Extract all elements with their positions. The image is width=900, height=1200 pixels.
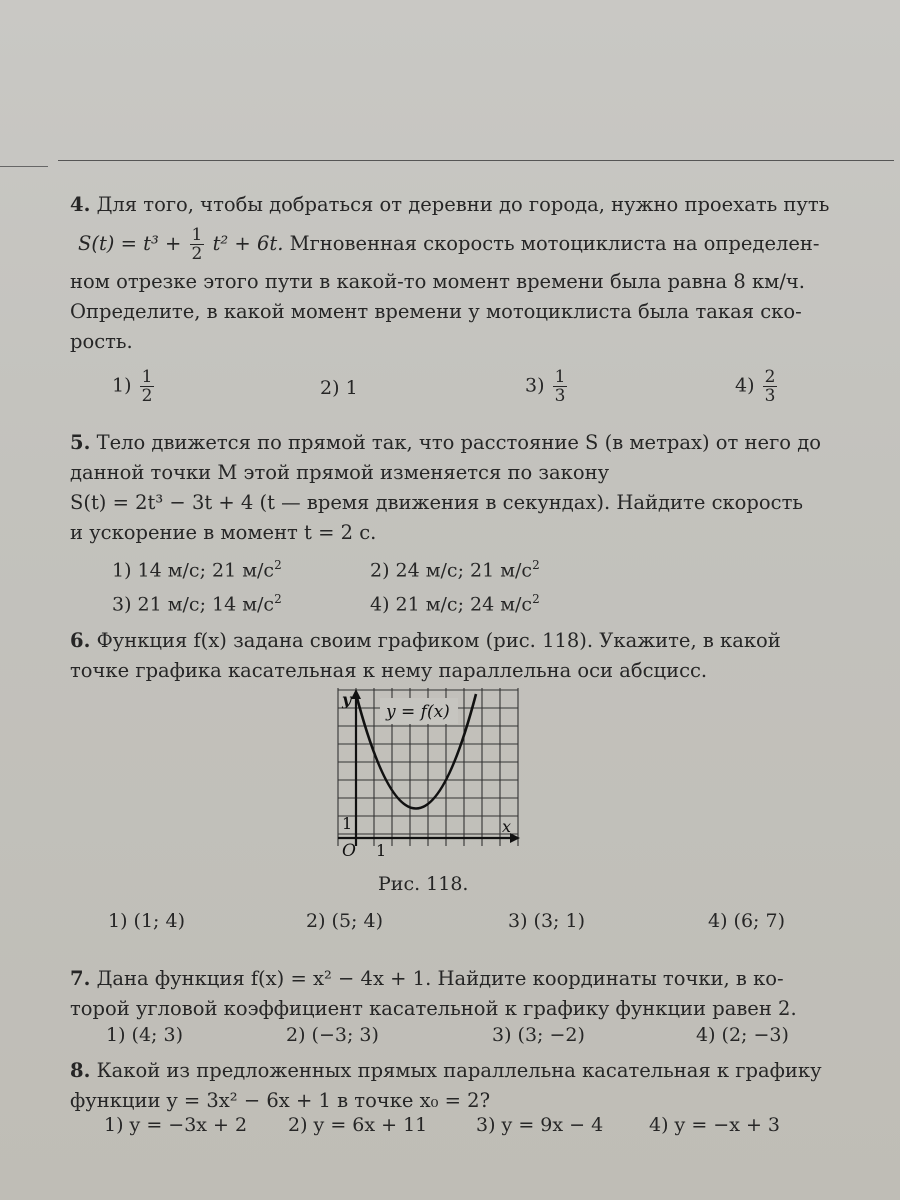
q5-option-3[interactable] xyxy=(112,592,282,615)
q5-option-1[interactable] xyxy=(112,558,282,581)
q8-line1-text: Какой из предложенных прямых параллельна касательная к графику xyxy=(96,1059,822,1082)
q4-option-3[interactable] xyxy=(525,368,569,405)
q5-line3: S(t) = 2t³ − 3t + 4 (t — время движения в секундах). Найдите скорость xyxy=(70,491,803,514)
q4-line3: ном отрезке этого пути в какой-то момент времени была равна 8 км/ч. xyxy=(70,270,806,293)
q4-line4: Определите, в какой момент времени у мотоциклиста была такая ско- xyxy=(70,300,802,323)
option-label: 3) xyxy=(525,374,545,397)
option-fraction xyxy=(763,368,778,405)
q8-option-2[interactable]: 2) y = 6x + 11 xyxy=(288,1114,428,1136)
q7-option-2[interactable]: 2) (−3; 3) xyxy=(286,1024,379,1046)
q4-line1 xyxy=(70,190,875,220)
curve-label: y = f(x) xyxy=(386,702,450,722)
q4-line1-text: Для того, чтобы добраться от деревни до города, нужно проехать путь xyxy=(96,193,830,216)
q5-number: 5. xyxy=(70,431,91,454)
frac-denominator: 2 xyxy=(191,244,203,264)
q5-line2: данной точки M этой прямой изменяется по закону xyxy=(70,461,610,484)
x-tick-label: 1 xyxy=(376,841,387,860)
frac-numerator: 1 xyxy=(191,225,203,245)
q4-formula-line xyxy=(78,226,875,263)
q6-option-2[interactable]: 2) (5; 4) xyxy=(306,910,383,932)
q7-line1-text: Дана функция f(x) = x² − 4x + 1. Найдите координаты точки, в ко- xyxy=(96,967,784,990)
option-label: 4) 21 м/с; 24 м/с xyxy=(370,593,533,616)
option-label: 4) xyxy=(735,374,755,397)
option-label: 1) 14 м/с; 21 м/с xyxy=(112,559,275,582)
q6-line1 xyxy=(70,626,875,656)
question-5 xyxy=(70,428,875,548)
q8-line1 xyxy=(70,1056,880,1086)
option-sup: 2 xyxy=(274,558,282,572)
option-sup: 2 xyxy=(532,592,540,606)
q7-number: 7. xyxy=(70,967,91,990)
frac-numerator: 2 xyxy=(764,367,776,387)
q4-line2-text: Мгновенная скорость мотоциклиста на определен- xyxy=(289,232,820,255)
q7-option-1[interactable]: 1) (4; 3) xyxy=(106,1024,183,1046)
q6-option-4[interactable]: 4) (6; 7) xyxy=(708,910,785,932)
option-fraction xyxy=(140,368,155,405)
q6-line2: точке графика касательная к нему параллельна оси абсцисс. xyxy=(70,659,708,682)
option-sup: 2 xyxy=(532,558,540,572)
q5-option-2[interactable] xyxy=(370,558,540,581)
q8-option-4[interactable]: 4) y = −x + 3 xyxy=(649,1114,780,1136)
q7-line1 xyxy=(70,964,880,994)
q7-line2: торой угловой коэффициент касательной к графику функции равен 2. xyxy=(70,997,797,1020)
option-label: 2) 24 м/с; 21 м/с xyxy=(370,559,533,582)
option-value: 1 xyxy=(345,377,358,399)
y-tick-label: 1 xyxy=(342,814,353,833)
q4-option-4[interactable] xyxy=(735,368,779,405)
frac-numerator: 1 xyxy=(141,367,153,387)
option-label: 3) 21 м/с; 14 м/с xyxy=(112,593,275,616)
q8-option-1[interactable]: 1) y = −3x + 2 xyxy=(104,1114,248,1136)
top-rule xyxy=(58,160,894,161)
q4-formula-rest: t² + 6t. xyxy=(212,232,284,255)
question-6 xyxy=(70,626,875,686)
q6-option-1[interactable]: 1) (1; 4) xyxy=(108,910,185,932)
frac-denominator: 2 xyxy=(141,386,153,406)
option-label: 1) xyxy=(112,374,132,397)
x-axis-label: x xyxy=(502,817,512,836)
q5-line1-text: Тело движется по прямой так, что расстояние S (в метрах) от него до xyxy=(96,431,821,454)
option-label: 2) xyxy=(320,377,340,399)
q4-formula-lhs: S(t) = t³ + xyxy=(78,232,182,255)
frac-denominator: 3 xyxy=(764,386,776,406)
function-graph xyxy=(330,688,520,863)
question-7 xyxy=(70,964,880,1024)
q5-option-4[interactable] xyxy=(370,592,540,615)
question-8 xyxy=(70,1056,880,1116)
y-axis-label: y xyxy=(342,690,352,709)
option-sup: 2 xyxy=(274,592,282,606)
q5-line4: и ускорение в момент t = 2 с. xyxy=(70,521,377,544)
q6-line1-text: Функция f(x) задана своим графиком (рис. 118). Укажите, в какой xyxy=(96,629,781,652)
q8-line2: функции y = 3x² − 6x + 1 в точке x₀ = 2? xyxy=(70,1089,491,1112)
q8-option-3[interactable]: 3) y = 9x − 4 xyxy=(476,1114,604,1136)
q4-number: 4. xyxy=(70,193,91,216)
figure-caption: Рис. 118. xyxy=(378,873,469,895)
q4-option-1[interactable] xyxy=(112,368,156,405)
frac-denominator: 3 xyxy=(554,386,566,406)
question-4 xyxy=(70,190,875,357)
option-fraction xyxy=(553,368,568,405)
q7-option-3[interactable]: 3) (3; −2) xyxy=(492,1024,585,1046)
q4-option-2[interactable] xyxy=(320,377,358,399)
q4-line5: рость. xyxy=(70,330,133,353)
q5-line1 xyxy=(70,428,875,458)
frac-numerator: 1 xyxy=(554,367,566,387)
q4-formula-fraction xyxy=(190,226,205,263)
q8-number: 8. xyxy=(70,1059,91,1082)
origin-label: O xyxy=(342,841,356,861)
q6-option-3[interactable]: 3) (3; 1) xyxy=(508,910,585,932)
top-rule-left xyxy=(0,166,48,167)
q7-option-4[interactable]: 4) (2; −3) xyxy=(696,1024,789,1046)
q6-number: 6. xyxy=(70,629,91,652)
